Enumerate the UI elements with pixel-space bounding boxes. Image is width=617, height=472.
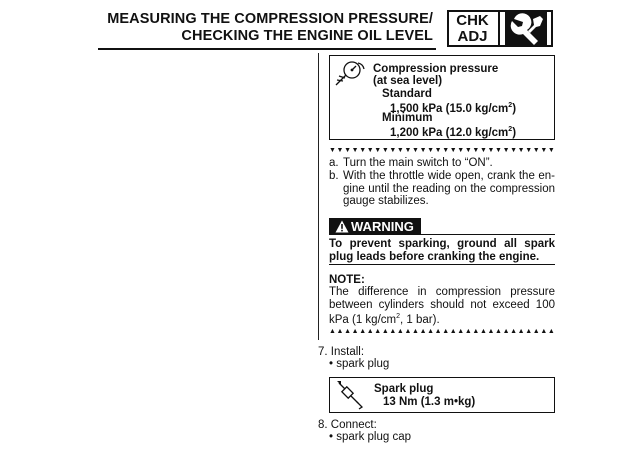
marker-glyph: ▼ (517, 147, 525, 154)
spark-plug-icon (335, 379, 365, 411)
marker-glyph: ▼ (532, 147, 540, 154)
warning-label: WARNING (351, 219, 414, 234)
note-title: NOTE: (329, 274, 365, 286)
warning-text: To prevent sparking, ground all spark plug leads before cranking the engine. (329, 238, 555, 263)
marker-glyph: ▼ (396, 147, 404, 154)
standard-value: 1,500 kPa (15.0 $kg/cm^2$) (390, 102, 517, 115)
marker-glyph: ▼ (457, 147, 465, 154)
marker-glyph: ▲ (396, 328, 404, 335)
marker-glyph: ▲ (510, 328, 518, 335)
compression-gauge-icon (333, 58, 367, 88)
marker-glyph: ▼ (434, 147, 442, 154)
step-b (329, 170, 555, 208)
marker-glyph: ▼ (344, 147, 352, 154)
marker-glyph: ▼ (412, 147, 419, 154)
marker-glyph: ▼ (502, 147, 510, 154)
marker-glyph: ▼ (525, 147, 533, 154)
marker-glyph: ▲ (374, 328, 382, 335)
spark-plug-spec-title: Spark plug (374, 383, 434, 395)
marker-glyph: ▲ (336, 328, 344, 335)
column-rule (318, 53, 319, 340)
step-7-label: 7. Install: (318, 346, 365, 358)
marker-glyph: ▼ (381, 147, 389, 154)
marker-glyph: ▲ (464, 328, 472, 335)
warning-rule (421, 234, 555, 235)
marker-glyph: ▼ (389, 147, 397, 154)
marker-glyph: ▲ (479, 328, 487, 335)
marker-glyph: ▲ (495, 328, 502, 335)
compression-spec-subtitle: (at sea level) (373, 75, 443, 87)
marker-glyph: ▼ (464, 147, 472, 154)
marker-glyph: ▲ (389, 328, 397, 335)
step-7-item: • spark plug (329, 358, 390, 370)
marker-glyph: ▼ (351, 147, 359, 154)
section-tag-adj: ADJ (457, 28, 488, 45)
marker-glyph: ▲ (434, 328, 442, 335)
marker-glyph: ▼ (540, 147, 548, 154)
marker-glyph: ▲ (540, 328, 548, 335)
marker-glyph: ▲ (442, 328, 450, 335)
step-b-label: b. (329, 170, 339, 182)
marker-glyph: ▲ (532, 328, 540, 335)
marker-glyph: ▼ (366, 147, 374, 154)
marker-glyph: ▼ (547, 147, 555, 154)
section-tag-divider (498, 10, 500, 47)
step-8-item: • spark plug cap (329, 431, 412, 443)
marker-glyph: ▲ (366, 328, 374, 335)
marker-glyph: ▲ (525, 328, 533, 335)
marker-glyph: ▲ (329, 328, 336, 335)
marker-glyph: ▼ (427, 147, 435, 154)
standard-label: Standard (382, 88, 432, 100)
warning-end-rule (329, 264, 555, 265)
marker-glyph: ▲ (419, 328, 427, 335)
marker-glyph: ▲ (517, 328, 525, 335)
marker-glyph: ▼ (510, 147, 518, 154)
marker-glyph: ▼ (336, 147, 344, 154)
marker-glyph: ▼ (449, 147, 457, 154)
page-title-line-1: MEASURING THE COMPRESSION PRESSURE/ (107, 11, 433, 27)
step-b-text: With the throttle wide open, crank the en-gine until the reading on the compression gauge stabilizes. (343, 170, 555, 207)
marker-glyph: ▼ (404, 147, 412, 154)
marker-glyph: ▲ (381, 328, 389, 335)
procedure-start-markers (329, 147, 555, 155)
marker-glyph: ▲ (404, 328, 412, 335)
wrench-icon (505, 12, 547, 45)
marker-glyph: ▼ (487, 147, 495, 154)
marker-glyph: ▲ (449, 328, 457, 335)
marker-glyph: ▼ (479, 147, 487, 154)
marker-glyph: ▼ (472, 147, 480, 154)
marker-glyph: ▲ (502, 328, 510, 335)
step-a-text: Turn the main switch to “ON”. (343, 157, 493, 169)
marker-glyph: ▼ (419, 147, 427, 154)
step-a (329, 157, 555, 170)
section-tag-chk: CHK (456, 12, 489, 29)
spark-plug-torque-value: 13 Nm (1.3 m•kg) (383, 396, 476, 408)
title-underline (98, 48, 436, 50)
marker-glyph: ▲ (457, 328, 465, 335)
marker-glyph: ▲ (472, 328, 480, 335)
procedure-end-markers (329, 328, 555, 336)
marker-glyph: ▲ (487, 328, 495, 335)
marker-glyph: ▼ (359, 147, 367, 154)
marker-glyph: ▲ (412, 328, 419, 335)
marker-glyph: ▲ (427, 328, 435, 335)
marker-glyph: ▼ (495, 147, 502, 154)
marker-glyph: ▼ (374, 147, 382, 154)
marker-glyph: ▼ (442, 147, 450, 154)
marker-glyph: ▼ (329, 147, 336, 154)
marker-glyph: ▲ (547, 328, 555, 335)
marker-glyph: ▲ (344, 328, 352, 335)
warning-triangle-icon (335, 220, 349, 233)
minimum-label: Minimum (382, 112, 433, 124)
marker-glyph: ▲ (351, 328, 359, 335)
compression-spec-title: Compression pressure (373, 63, 499, 75)
step-8-label: 8. Connect: (318, 419, 377, 431)
marker-glyph: ▲ (359, 328, 367, 335)
step-a-label: a. (329, 157, 339, 169)
minimum-value: 1,200 kPa (12.0 $kg/cm^2$) (390, 126, 517, 139)
note-text: The difference in compression pressure between cylinders should not exceed 100 kPa (1 $kg/cm^2$, 1 bar). (329, 286, 555, 326)
page-title-line-2: CHECKING THE ENGINE OIL LEVEL (181, 28, 433, 44)
